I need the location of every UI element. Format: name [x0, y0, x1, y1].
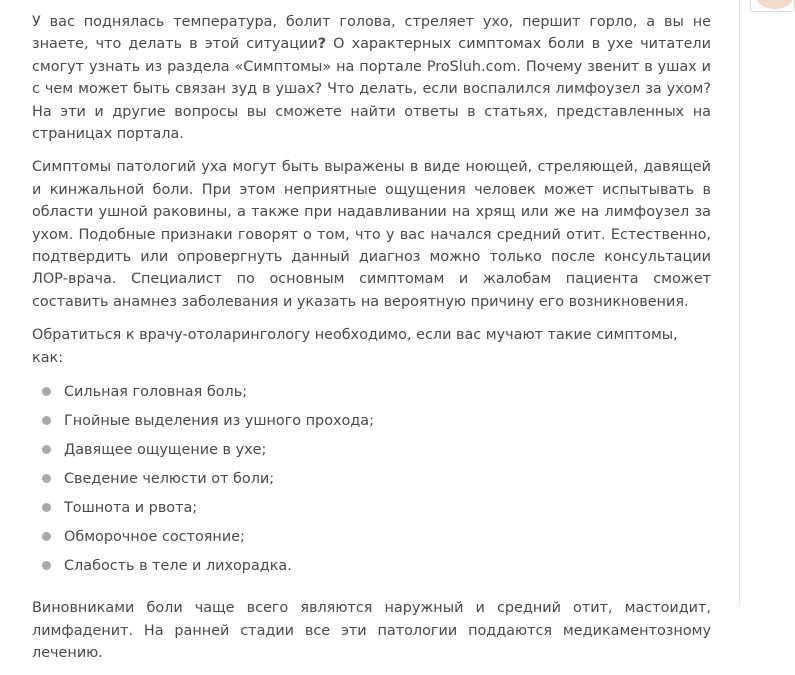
list-item-text: Давящее ощущение в ухе; — [64, 442, 267, 459]
list-item — [32, 555, 711, 584]
symptoms-list — [32, 381, 711, 584]
list-item-text: Гнойные выделения из ушного прохода; — [64, 413, 374, 430]
bullet-icon — [42, 532, 51, 541]
list-item-text: Слабость в теле и лихорадка. — [64, 558, 292, 575]
intro-text-end: О характерных симптомах боли в ухе читатели смогут узнать из раздела «Симптомы» на портале ProSluh.com. Почему звенит в ушах и с чем может быть связан зуд в ушах? Что делать, если воспалился лимфоузел за ухом? На эти и другие вопросы вы сможете найти ответы в статьях, представленных на страницах портала. — [32, 36, 711, 143]
list-item — [32, 497, 711, 526]
list-item-text: Сильная головная боль; — [64, 384, 248, 401]
sidebar-thumbnail-image[interactable] — [750, 0, 795, 12]
bullet-icon — [42, 416, 51, 425]
list-item — [32, 381, 711, 410]
doctor-advice-paragraph: Обратиться к врачу-отоларингологу необходимо, если вас мучают такие симптомы, как: — [32, 327, 678, 366]
list-item — [32, 526, 711, 555]
article-content — [32, 11, 711, 675]
bullet-icon — [42, 503, 51, 512]
intro-question-mark: ? — [317, 36, 327, 53]
intro-text-start: У вас поднялась температура, болит голова, стреляет ухо, першит горло, а вы не знаете, что делать в этой ситуации — [32, 14, 711, 53]
bullet-icon — [42, 387, 51, 396]
list-item-text: Обморочное состояние; — [64, 529, 245, 546]
list-item — [32, 410, 711, 439]
bullet-icon — [42, 445, 51, 454]
list-item-text: Сведение челюсти от боли; — [64, 471, 275, 488]
symptoms-paragraph: Симптомы патологий уха могут быть выражены в виде ноющей, стреляющей, давящей и кинжальной боли. При этом неприятные ощущения человек может испытывать в области ушной раковины, а также при надавливании на хрящ или же на лимфоузел за ухом. Подобные признаки говорят о том, что у вас начался средний отит. Естественно, подтвердить или опровергнуть данный диагноз можно только после консультации ЛОР-врача. Специалист по основным симптомам и жалобам пациента сможет составить анамнез заболевания и указать на вероятную причину его возникновения. — [32, 159, 711, 310]
intro-paragraph — [32, 11, 711, 145]
thumbnail-photo — [757, 0, 793, 9]
list-item-text: Тошнота и рвота; — [64, 500, 198, 517]
list-item — [32, 468, 711, 497]
causes-paragraph: Виновниками боли чаще всего являются наружный и средний отит, мастоидит, лимфаденит. На ранней стадии все эти патологии поддаются медикаментозному лечению. — [32, 600, 711, 661]
list-item — [32, 439, 711, 468]
bullet-icon — [42, 474, 51, 483]
bullet-icon — [42, 561, 51, 570]
